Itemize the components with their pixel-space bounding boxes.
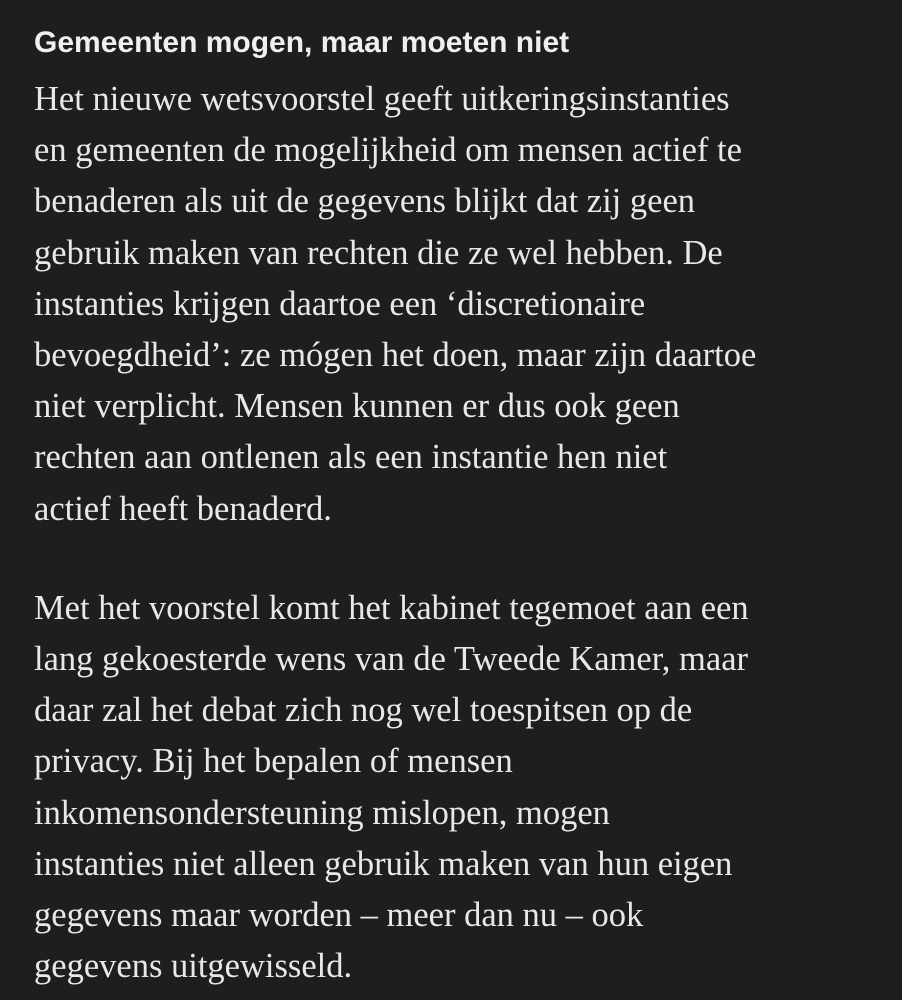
article-headline: Gemeenten mogen, maar moeten niet xyxy=(34,26,570,59)
paragraph-line: Met het voorstel komt het kabinet tegemoet aan een xyxy=(34,588,749,627)
paragraph-line: en gemeenten de mogelijkheid om mensen actief te xyxy=(34,131,742,170)
paragraph-line: instanties krijgen daartoe een ‘discretionaire xyxy=(34,284,646,323)
article-paragraph-2 xyxy=(34,583,872,993)
paragraph-line: lang gekoesterde wens van de Tweede Kamer, maar xyxy=(34,640,749,679)
paragraph-line: gebruik maken van rechten die ze wel hebben. De xyxy=(34,233,723,272)
paragraph-line: bevoegdheid’: ze mógen het doen, maar zijn daartoe xyxy=(34,336,757,375)
paragraph-line: daar zal het debat zich nog wel toespitsen op de xyxy=(34,691,693,730)
paragraph-line: instanties niet alleen gebruik maken van hun eigen xyxy=(34,844,733,883)
paragraph-line: niet verplicht. Mensen kunnen er dus ook geen xyxy=(34,387,680,426)
article-paragraph-1 xyxy=(34,74,872,535)
paragraph-line: Het nieuwe wetsvoorstel geeft uitkeringsinstanties xyxy=(34,80,730,118)
paragraph-line: gegevens maar worden – meer dan nu – ook xyxy=(34,896,644,935)
paragraph-line: inkomensondersteuning mislopen, mogen xyxy=(34,793,610,832)
paragraph-line: gegevens uitgewisseld. xyxy=(34,947,353,986)
paragraph-line: benaderen als uit de gegevens blijkt dat zij geen xyxy=(34,182,696,221)
paragraph-line: privacy. Bij het bepalen of mensen xyxy=(34,742,513,781)
paragraph-spacer xyxy=(34,535,872,583)
paragraph-line: actief heeft benaderd. xyxy=(34,489,332,528)
paragraph-line: rechten aan ontlenen als een instantie hen niet xyxy=(34,438,668,477)
